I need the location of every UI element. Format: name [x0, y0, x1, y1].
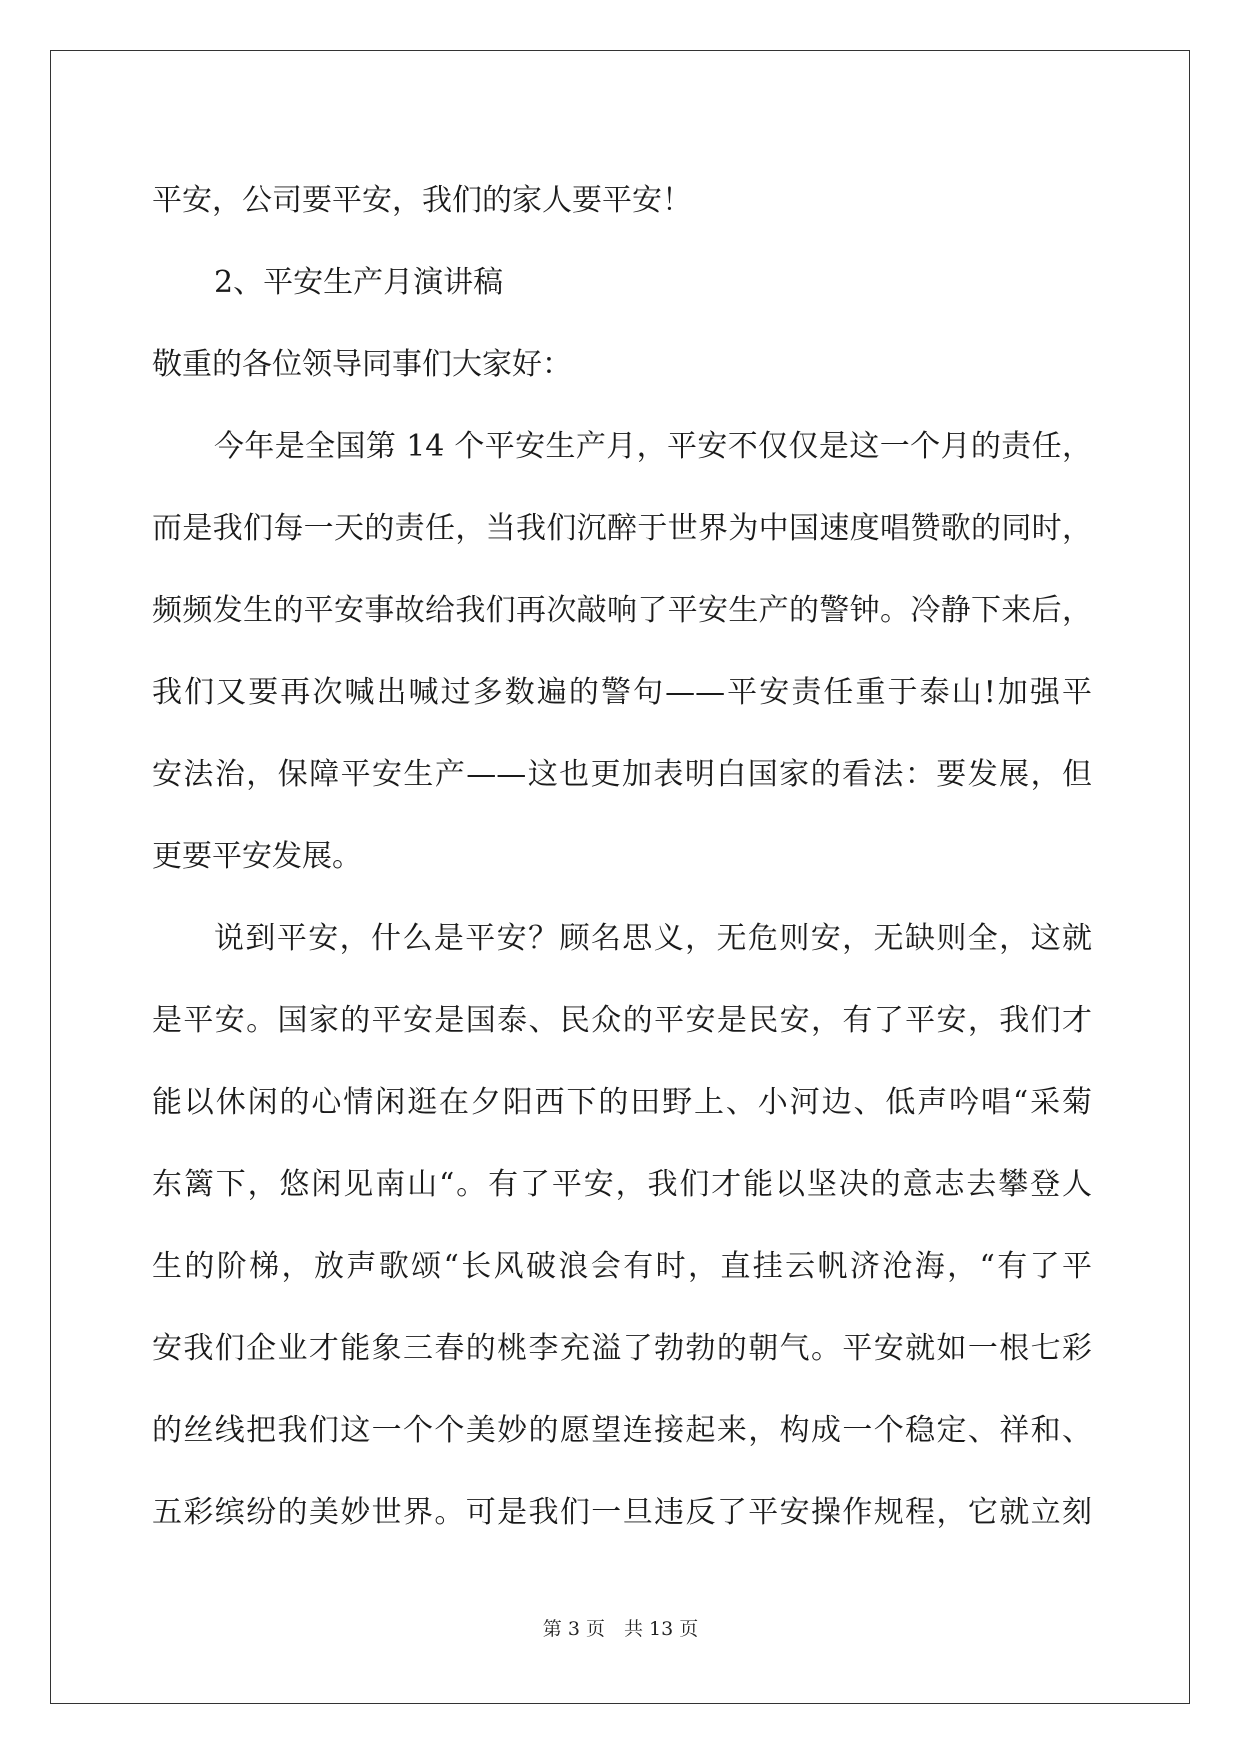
text-line-13: 东篱下，悠闲见南山“。有了平安，我们才能以坚决的意志去攀登人: [152, 1167, 1092, 1202]
text-line-5: 而是我们每一天的责任，当我们沉醉于世界为中国速度唱赞歌的同时，: [152, 511, 1092, 546]
text-line-15: 安我们企业才能象三春的桃李充溢了勃勃的朝气。平安就如一根七彩: [152, 1331, 1092, 1366]
text-line-3: 敬重的各位领导同事们大家好：: [152, 347, 572, 382]
text-line-2: 2、平安生产月演讲稿: [214, 265, 504, 300]
text-line-4: 今年是全国第 14 个平安生产月，平安不仅仅是这一个月的责任，: [214, 429, 1092, 464]
text-line-7: 我们又要再次喊出喊过多数遍的警句——平安责任重于泰山!加强平: [152, 675, 1092, 710]
text-line-17: 五彩缤纷的美妙世界。可是我们一旦违反了平安操作规程，它就立刻: [152, 1495, 1092, 1530]
document-body: [152, 160, 1092, 1554]
text-line-10: 说到平安，什么是平安？顾名思义，无危则安，无缺则全，这就: [214, 921, 1092, 956]
text-line-16: 的丝线把我们这一个个美妙的愿望连接起来，构成一个稳定、祥和、: [152, 1413, 1092, 1448]
text-line-8: 安法治，保障平安生产——这也更加表明白国家的看法：要发展，但: [152, 757, 1092, 792]
text-line-6: 频频发生的平安事故给我们再次敲响了平安生产的警钟。冷静下来后，: [152, 593, 1092, 628]
page-number-footer: 第 3 页 共 13 页: [542, 1618, 699, 1640]
text-line-11: 是平安。国家的平安是国泰、民众的平安是民安，有了平安，我们才: [152, 1003, 1092, 1038]
text-line-12: 能以休闲的心情闲逛在夕阳西下的田野上、小河边、低声吟唱“采菊: [152, 1085, 1092, 1120]
text-line-1: 平安，公司要平安，我们的家人要平安！: [152, 183, 692, 218]
text-line-9: 更要平安发展。: [152, 839, 362, 874]
text-line-14: 生的阶梯，放声歌颂“长风破浪会有时，直挂云帆济沧海，“有了平: [152, 1249, 1092, 1284]
